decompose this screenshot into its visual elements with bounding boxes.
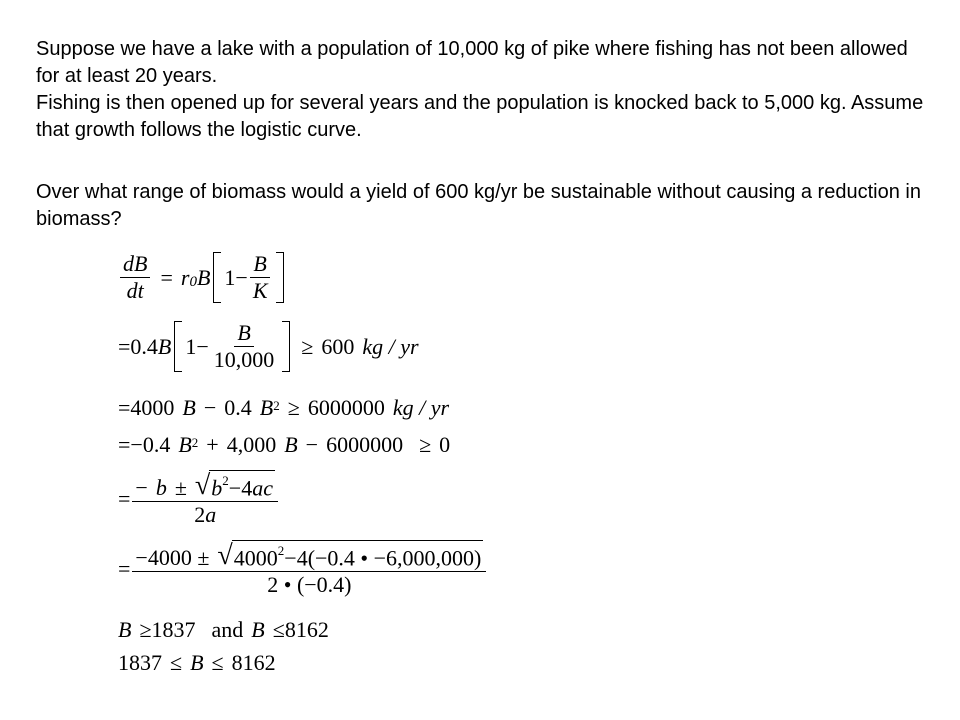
minus-sign: − bbox=[203, 395, 217, 420]
b-var: b bbox=[155, 475, 167, 501]
bracket-group bbox=[210, 252, 286, 303]
minus-sign: − bbox=[196, 333, 209, 359]
equals-sign: = bbox=[118, 432, 131, 457]
biomass-var: B bbox=[178, 432, 192, 457]
biomass-var: B bbox=[157, 333, 172, 359]
minus-sign: − bbox=[305, 432, 319, 457]
term-2: 4,000 bbox=[226, 432, 277, 457]
formula-fraction bbox=[132, 470, 278, 527]
formula-fraction bbox=[132, 540, 486, 597]
minus-sign: − bbox=[235, 264, 248, 290]
exponent: 2 bbox=[273, 398, 280, 413]
term-2: 0.4 bbox=[224, 395, 252, 420]
ge-sign: ≥ bbox=[301, 333, 314, 359]
derivative-den: dt bbox=[126, 278, 144, 303]
equation-range bbox=[118, 650, 276, 676]
sqrt: √ $b^2-4ac$ bbox=[194, 470, 273, 502]
a-var: a bbox=[205, 502, 217, 528]
equals-sign: = bbox=[118, 555, 131, 581]
minus-four: −4 bbox=[228, 475, 253, 501]
two: 2 bbox=[194, 502, 206, 528]
denominator: 2 • (−0.4) bbox=[267, 572, 352, 598]
intro-line-1: Suppose we have a lake with a population of 10,000 kg of pike where fishing has not been allowed for at least 20 years. bbox=[36, 38, 908, 87]
term-1: 4000 bbox=[130, 395, 175, 420]
derivative-fraction bbox=[120, 252, 150, 303]
intro-line-2: Fishing is then opened up for several years and the population is knocked back to 5,000 kg. Assume that growth follows the logistic curve. bbox=[36, 92, 924, 141]
upper-bound: 8162 bbox=[284, 617, 329, 642]
ge-sign: ≥ bbox=[287, 395, 300, 420]
equation-quadratic bbox=[118, 432, 450, 458]
and-word: and bbox=[211, 617, 244, 642]
yield-unit: kg / yr bbox=[362, 333, 419, 359]
problem-statement bbox=[36, 36, 926, 144]
equation-substituted-formula bbox=[118, 540, 488, 597]
equation-expanded bbox=[118, 395, 449, 421]
frac-num: B bbox=[253, 251, 267, 276]
ge-sign: ≥ bbox=[139, 617, 152, 642]
yield-value: 600 bbox=[321, 333, 355, 359]
radicand-term: 4000 bbox=[233, 545, 278, 571]
equals-sign: = bbox=[160, 264, 173, 290]
b-var-2: b bbox=[211, 475, 223, 501]
frac-num: B bbox=[237, 320, 251, 345]
frac-den: 10,000 bbox=[213, 347, 275, 372]
growth-rate-subscript: 0 bbox=[189, 274, 197, 290]
equals-sign: = bbox=[118, 333, 131, 359]
exponent: 2 bbox=[222, 473, 229, 488]
biomass-var-2: B bbox=[284, 432, 298, 457]
le-sign-2: ≤ bbox=[211, 650, 224, 675]
coefficient: 0.4 bbox=[130, 333, 158, 359]
equation-quadratic-formula bbox=[118, 470, 280, 527]
term-3: 6000000 bbox=[326, 432, 404, 457]
equals-sign: = bbox=[118, 485, 131, 511]
question: Over what range of biomass would a yield of 600 kg/yr be sustainable without causing a reduction in biomass? bbox=[36, 181, 921, 230]
neg-sign: − bbox=[135, 475, 148, 501]
ge-sign: ≥ bbox=[419, 432, 432, 457]
exponent: 2 bbox=[191, 435, 199, 450]
biomass-var: B bbox=[190, 650, 204, 675]
sqrt: √ $4000^2-4(-0.4$ • −6,000,000) bbox=[217, 540, 482, 572]
one: 1 bbox=[185, 333, 197, 359]
equation-substituted bbox=[118, 321, 419, 372]
le-sign: ≤ bbox=[272, 617, 285, 642]
frac-den: K bbox=[252, 278, 268, 303]
biomass-var-2: B bbox=[251, 617, 265, 642]
ac-var: ac bbox=[252, 475, 273, 501]
biomass-var: B bbox=[182, 395, 196, 420]
equation-bounds bbox=[118, 617, 329, 643]
rhs-value: 0 bbox=[439, 432, 451, 457]
growth-rate: r bbox=[180, 264, 190, 290]
derivative-num: dB bbox=[123, 251, 148, 276]
biomass-var-2: B bbox=[259, 395, 274, 420]
le-sign-1: ≤ bbox=[170, 650, 183, 675]
radicand-rest: −4(−0.4 • −6,000,000) bbox=[284, 545, 482, 571]
upper-bound: 8162 bbox=[231, 650, 276, 675]
bracket-group bbox=[171, 321, 293, 372]
pm-sign: ± bbox=[174, 475, 187, 501]
rhs-value: 6000000 bbox=[307, 395, 385, 420]
equation-logistic bbox=[118, 252, 287, 303]
equals-sign: = bbox=[118, 395, 131, 420]
lower-bound: 1837 bbox=[151, 617, 196, 642]
term-1: −0.4 bbox=[130, 432, 171, 457]
exponent: 2 bbox=[277, 543, 285, 558]
rhs-unit: kg / yr bbox=[392, 395, 450, 420]
biomass-var: B bbox=[118, 617, 132, 642]
one: 1 bbox=[224, 264, 236, 290]
numerator-prefix: −4000 ± bbox=[135, 545, 210, 571]
lower-bound: 1837 bbox=[118, 650, 162, 675]
question-text bbox=[36, 179, 926, 233]
biomass-var: B bbox=[196, 264, 211, 290]
plus-sign: + bbox=[206, 432, 219, 457]
